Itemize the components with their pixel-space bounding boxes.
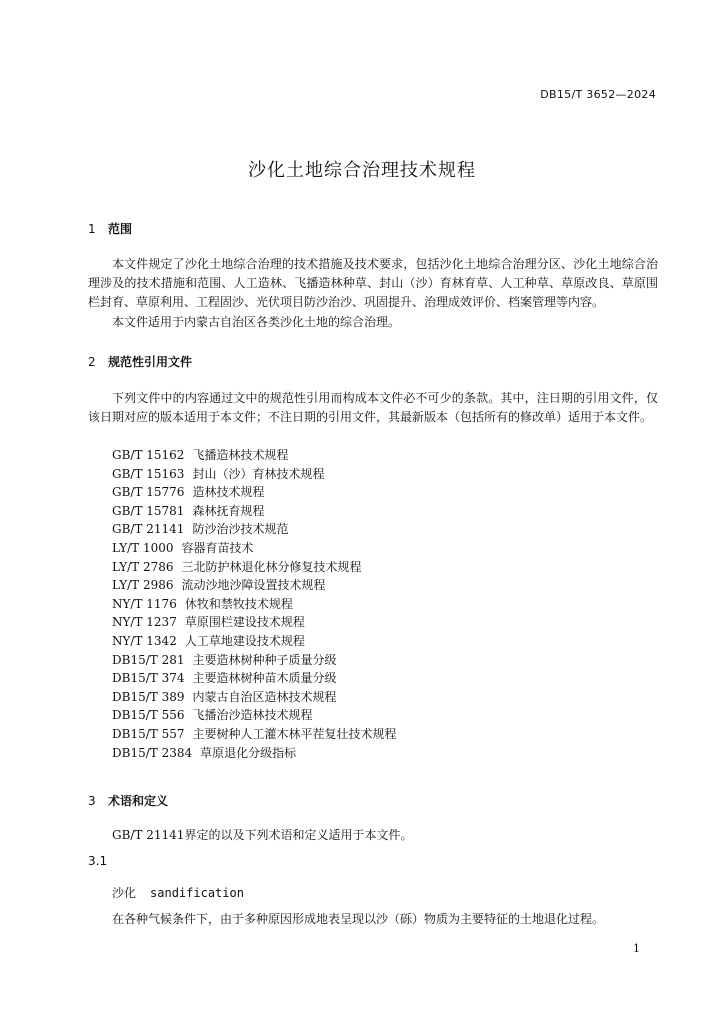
section-heading-references — [88, 353, 192, 370]
term-english: sandification — [150, 886, 244, 900]
reference-list — [112, 446, 397, 762]
reference-item — [112, 706, 397, 725]
reference-title: 主要树种人工灌木林平茬复壮技术规程 — [192, 726, 397, 741]
reference-code: GB/T 15781 — [112, 503, 185, 518]
section-number: 2 — [88, 355, 96, 369]
term-definition: 在各种气候条件下，由于多种原因形成地表呈现以沙（砾）物质为主要特征的土地退化过程。 — [112, 912, 605, 926]
reference-code: LY/T 1000 — [112, 540, 174, 555]
reference-item — [112, 688, 397, 707]
reference-title: 防沙治沙技术规范 — [192, 522, 289, 537]
references-intro: 下列文件中的内容通过文中的规范性引用而构成本文件必不可少的条款。其中，注日期的引用文件，仅该日期对应的版本适用于本文件；不注日期的引用文件，其最新版本（包括所有的修改单）适用于本文件。 — [88, 391, 658, 424]
section-heading-scope — [88, 220, 132, 237]
reference-item — [112, 632, 397, 651]
reference-title: 流动沙地沙障设置技术规程 — [181, 578, 326, 593]
page-number: 1 — [633, 942, 640, 955]
reference-title: 内蒙古自治区造林技术规程 — [192, 689, 337, 704]
reference-title: 三北防护林退化林分修复技术规程 — [181, 559, 362, 574]
reference-code: DB15/T 556 — [112, 708, 185, 723]
reference-title: 休牧和禁牧技术规程 — [184, 596, 293, 611]
reference-title: 草原围栏建设技术规程 — [184, 615, 305, 630]
reference-code: DB15/T 2384 — [112, 745, 193, 760]
reference-code: GB/T 15162 — [112, 448, 185, 462]
reference-code: NY/T 1176 — [112, 596, 177, 611]
reference-code: DB15/T 281 — [112, 652, 185, 667]
reference-code: DB15/T 374 — [112, 671, 185, 686]
reference-item — [112, 502, 397, 521]
term-chinese: 沙化 — [112, 886, 137, 900]
reference-item — [112, 744, 397, 763]
reference-title: 飞播造林技术规程 — [192, 448, 289, 462]
reference-code: NY/T 1342 — [112, 633, 177, 648]
section-title: 规范性引用文件 — [108, 355, 193, 369]
reference-item — [112, 465, 397, 484]
reference-item — [112, 595, 397, 614]
doc-title: 沙化土地综合治理技术规程 — [248, 160, 476, 181]
reference-title: 封山（沙）育林技术规程 — [192, 466, 325, 481]
reference-title: 草原退化分级指标 — [200, 745, 297, 760]
reference-title: 飞播治沙造林技术规程 — [192, 708, 313, 723]
term-entry — [112, 884, 244, 901]
section-number: 1 — [88, 222, 96, 236]
reference-title: 主要造林树种种子质量分级 — [192, 652, 337, 667]
reference-title: 容器育苗技术 — [181, 540, 254, 555]
doc-code: DB15/T 3652—2024 — [540, 88, 656, 101]
reference-code: DB15/T 557 — [112, 726, 185, 741]
reference-code: LY/T 2986 — [112, 578, 174, 593]
reference-item — [112, 576, 397, 595]
reference-code: GB/T 15776 — [112, 485, 185, 500]
reference-item — [112, 725, 397, 744]
scope-paragraph-1: 本文件规定了沙化土地综合治理的技术措施及技术要求，包括沙化土地综合治理分区、沙化土地综合治理涉及的技术措施和范围、人工造林、飞播造林种草、封山（沙）育林育草、人工种草、草原改良、草原围栏封育、草原利用、工程固沙、光伏项目防沙治沙、巩固提升、治理成效评价、档案管理等内容。 — [88, 257, 658, 309]
reference-code: LY/T 2786 — [112, 559, 174, 574]
reference-code: NY/T 1237 — [112, 615, 177, 630]
reference-item — [112, 483, 397, 502]
reference-item — [112, 558, 397, 577]
section-heading-terms — [88, 792, 168, 809]
reference-item — [112, 669, 397, 688]
section-number: 3 — [88, 794, 96, 808]
reference-title: 森林抚育规程 — [192, 503, 265, 518]
reference-item — [112, 446, 397, 465]
reference-item — [112, 651, 397, 670]
reference-item — [112, 520, 397, 539]
reference-title: 主要造林树种苗木质量分级 — [192, 671, 337, 686]
section-title: 术语和定义 — [108, 794, 169, 808]
reference-title: 人工草地建设技术规程 — [184, 633, 305, 648]
reference-code: DB15/T 389 — [112, 689, 185, 704]
subsection-number: 3.1 — [88, 854, 108, 868]
reference-title: 造林技术规程 — [192, 485, 265, 500]
reference-item — [112, 613, 397, 632]
reference-item — [112, 539, 397, 558]
scope-paragraph-2: 本文件适用于内蒙古自治区各类沙化土地的综合治理。 — [112, 315, 401, 329]
terms-intro: GB/T 21141界定的以及下列术语和定义适用于本文件。 — [112, 828, 413, 842]
reference-code: GB/T 21141 — [112, 522, 185, 537]
section-title: 范围 — [108, 222, 133, 236]
reference-code: GB/T 15163 — [112, 466, 185, 481]
